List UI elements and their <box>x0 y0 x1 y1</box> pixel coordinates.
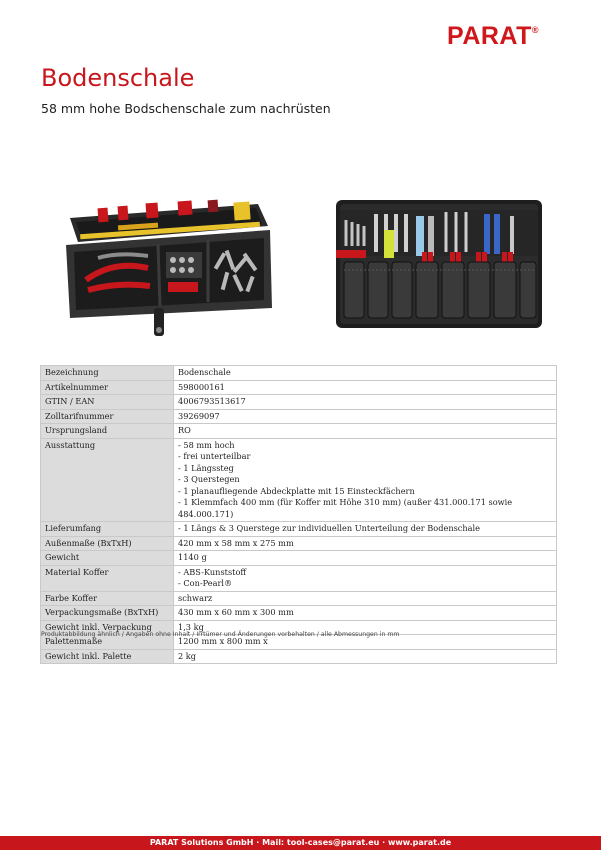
spec-value-line: - 1 planaufliegende Abdeckplatte mit 15 Einsteckfächern <box>178 485 415 496</box>
spec-label: Farbe Koffer <box>41 591 174 606</box>
spec-row <box>41 380 557 395</box>
spec-label: Gewicht inkl. Verpackung <box>41 620 174 635</box>
spec-value-line: 1,3 kg <box>178 621 204 632</box>
spec-value <box>174 409 557 424</box>
spec-row <box>41 366 557 381</box>
spec-label: Außenmaße (BxTxH) <box>41 536 174 551</box>
spec-value <box>174 649 557 664</box>
spec-label: Material Koffer <box>41 565 174 591</box>
footer-bar: PARAT Solutions GmbH · Mail: tool-cases@parat.eu · www.parat.de <box>0 836 601 850</box>
spec-row <box>41 395 557 410</box>
spec-value <box>174 380 557 395</box>
spec-value <box>174 606 557 621</box>
spec-value-line: schwarz <box>178 592 213 603</box>
spec-value <box>174 395 557 410</box>
spec-value-line: - frei unterteilbar <box>178 451 251 461</box>
spec-table-body <box>41 366 557 664</box>
spec-value-line: - 1 Längs & 3 Querstege zur individuellen Unterteilung der Bodenschale <box>178 523 481 533</box>
spec-value-line: - 58 mm hoch <box>178 439 235 450</box>
spec-value <box>174 536 557 551</box>
spec-value <box>174 522 557 537</box>
spec-row <box>41 522 557 537</box>
spec-value <box>174 591 557 606</box>
spec-value-line: - ABS-Kunststoff <box>178 566 247 577</box>
spec-value <box>174 551 557 566</box>
spec-table <box>40 365 557 664</box>
product-photo-tool-panel <box>336 200 542 328</box>
spec-label: Gewicht inkl. Palette <box>41 649 174 664</box>
spec-value-line: RO <box>178 425 191 435</box>
spec-value-line: - 1 Längssteg <box>178 462 234 473</box>
page-title: Bodenschale <box>41 64 195 92</box>
spec-value-line: 2 kg <box>178 650 197 661</box>
spec-row <box>41 591 557 606</box>
spec-label: Ursprungsland <box>41 424 174 439</box>
spec-label: Palettenmaße <box>41 635 174 650</box>
spec-row <box>41 536 557 551</box>
spec-label: Bezeichnung <box>41 366 174 381</box>
spec-value <box>174 366 557 381</box>
spec-row <box>41 409 557 424</box>
spec-row <box>41 565 557 591</box>
registered-mark: ® <box>531 24 540 35</box>
spec-row <box>41 438 557 522</box>
spec-value <box>174 438 557 522</box>
spec-label: Ausstattung <box>41 438 174 522</box>
spec-label: GTIN / EAN <box>41 395 174 410</box>
spec-row <box>41 606 557 621</box>
spec-label: Gewicht <box>41 551 174 566</box>
spec-value-line: 39269097 <box>178 410 220 421</box>
spec-value <box>174 565 557 591</box>
product-photo-tray <box>58 190 278 340</box>
spec-value-line: Bodenschale <box>178 367 231 377</box>
spec-row <box>41 424 557 439</box>
spec-label: Artikelnummer <box>41 380 174 395</box>
spec-value-line: - 3 Querstegen <box>178 474 240 484</box>
spec-row <box>41 551 557 566</box>
spec-label: Zolltarifnummer <box>41 409 174 424</box>
spec-value-line: 598000161 <box>178 381 225 392</box>
spec-label: Verpackungsmaße (BxTxH) <box>41 606 174 621</box>
spec-value <box>174 424 557 439</box>
spec-value-line: 430 mm x 60 mm x 300 mm <box>178 607 294 617</box>
parat-logo <box>447 22 539 51</box>
spec-value-line: 4006793513617 <box>178 396 246 406</box>
spec-value-line: - 1 Klemmfach 400 mm (für Koffer mit Höhe 310 mm) (außer 431.000.171 sowie 484.000.171) <box>178 497 513 519</box>
spec-value-line: 420 mm x 58 mm x 275 mm <box>178 537 294 548</box>
spec-row <box>41 649 557 664</box>
spec-value-line: 1200 mm x 800 mm x <box>178 636 268 646</box>
spec-value-line: 1140 g <box>178 552 207 562</box>
spec-label: Lieferumfang <box>41 522 174 537</box>
spec-value-line: - Con-Pearl® <box>178 578 233 588</box>
page-subtitle: 58 mm hohe Bodschenschale zum nachrüsten <box>41 101 331 116</box>
disclaimer: Produktabbildung ähnlich / Angaben ohne Inhalt / Irrtümer und Änderungen vorbehalten / alle Abmessungen in mm <box>41 631 400 638</box>
logo-text: PARAT <box>447 22 532 50</box>
